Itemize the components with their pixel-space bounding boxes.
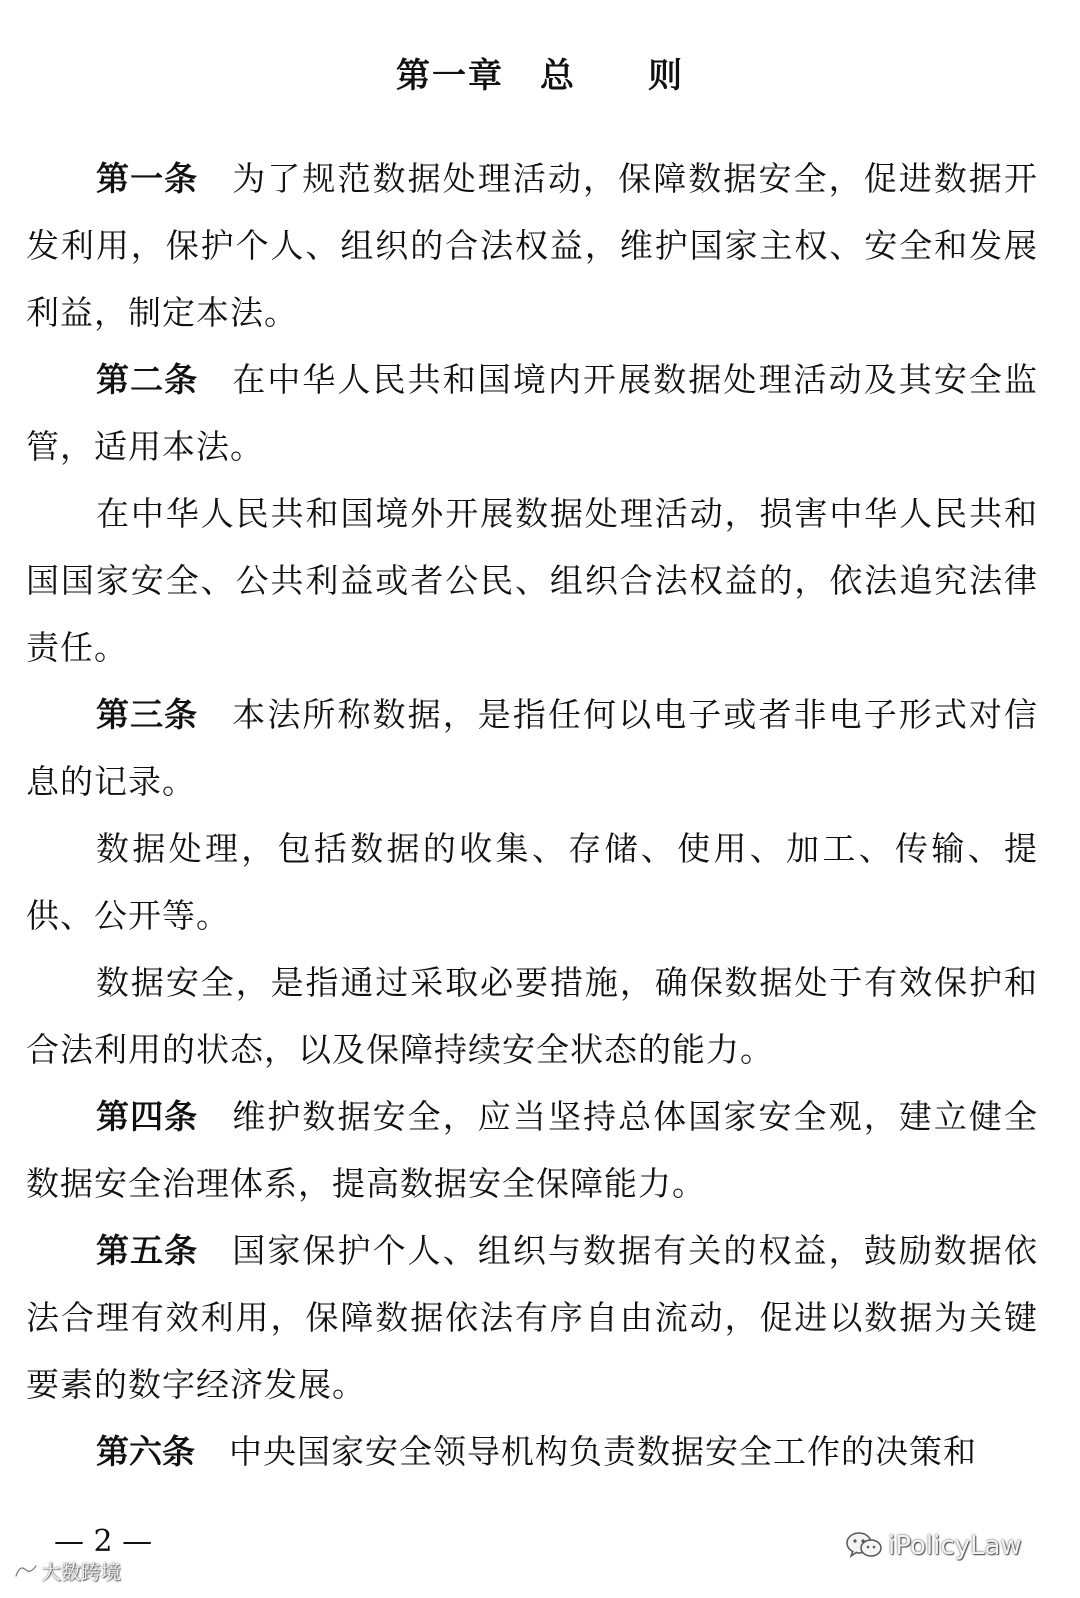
article-label: 第二条 [96, 360, 199, 399]
article-text: 为了规范数据处理活动，保障数据安全，促进数据开发利用，保护个人、组织的合法权益，维护国家主权、安全和发展利益，制定本法。 [26, 159, 1039, 332]
article-paragraph [26, 815, 1038, 949]
watermark-right-text: iPolicyLaw [888, 1531, 1022, 1561]
article-paragraph [26, 346, 1038, 480]
document-body [26, 145, 1038, 1485]
article-text: 数据处理，包括数据的收集、存储、使用、加工、传输、提供、公开等。 [26, 829, 1038, 935]
article-label: 第四条 [96, 1097, 199, 1136]
watermark-left-text: 大数跨境 [41, 1560, 121, 1584]
page-number: — 2 — [54, 1524, 153, 1559]
brand-logo-icon [14, 1562, 38, 1582]
watermark-left [14, 1556, 121, 1585]
article-label: 第三条 [96, 695, 199, 734]
article-paragraph [26, 1217, 1038, 1418]
article-text: 在中华人民共和国境外开展数据处理活动，损害中华人民共和国国家安全、公共利益或者公民、组织合法权益的，依法追究法律责任。 [26, 494, 1038, 667]
article-paragraph [26, 681, 1038, 815]
chapter-title: 第一章 总 则 [396, 56, 684, 96]
article-text: 维护数据安全，应当坚持总体国家安全观，建立健全数据安全治理体系，提高数据安全保障能力。 [26, 1097, 1039, 1203]
article-label: 第五条 [96, 1231, 199, 1270]
article-paragraph [26, 1083, 1038, 1217]
page-footer [0, 1510, 1080, 1598]
article-paragraph [26, 480, 1038, 681]
article-text: 数据安全，是指通过采取必要措施，确保数据处于有效保护和合法利用的状态，以及保障持续安全状态的能力。 [26, 963, 1038, 1069]
article-label: 第六条 [96, 1432, 195, 1471]
article-paragraph [26, 1418, 1038, 1485]
article-text: 本法所称数据，是指任何以电子或者非电子形式对信息的记录。 [26, 695, 1039, 801]
watermark-right [844, 1530, 1022, 1561]
article-label: 第一条 [96, 159, 199, 198]
article-text: 在中华人民共和国境内开展数据处理活动及其安全监管，适用本法。 [26, 360, 1039, 466]
wechat-icon [844, 1530, 884, 1560]
article-text: 国家保护个人、组织与数据有关的权益，鼓励数据依法合理有效利用，保障数据依法有序自由流动，促进以数据为关键要素的数字经济发展。 [26, 1231, 1039, 1404]
article-paragraph [26, 949, 1038, 1083]
article-paragraph [26, 145, 1038, 346]
article-text: 中央国家安全领导机构负责数据安全工作的决策和 [229, 1432, 977, 1471]
